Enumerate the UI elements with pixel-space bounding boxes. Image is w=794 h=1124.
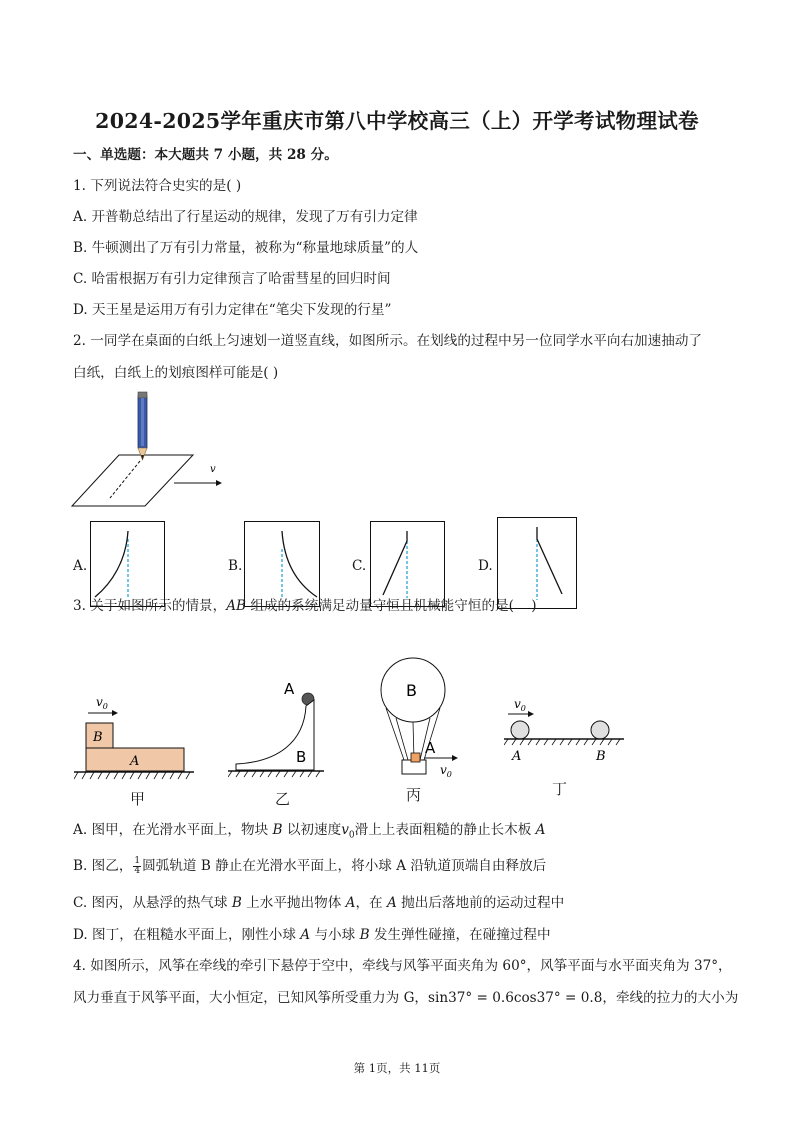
q2-option-a-figure [90,521,165,607]
bing-caption: 丙 [406,786,422,804]
yi-caption: 乙 [275,790,291,808]
page-footer: 第 1页，共 11页 [353,1061,441,1075]
ding-a-label: A [512,749,522,764]
q3-option-b: B. 图乙， $\frac{1}{4}$ 圆弧轨道 B 静止在光滑水平面上，将小球 A 沿轨道顶端自由释放后 [73,856,547,876]
q3-option-a: A. 图甲，在光滑水平面上，物块 B 以初速度$v_0$滑上上表面粗糙的静止长木板 A [73,822,546,841]
q3-fig-ding [504,694,628,768]
bing-v0-label: $v_0$ [440,763,452,779]
q3-option-c: C. 图丙，从悬浮的热气球 B 上水平抛出物体 A，在 A 抛出后落地前的运动过程中 [73,895,565,911]
q3-fig-jia [74,690,194,782]
q1-option-d: D. 天王星是运用万有引力定律在“笔尖下发现的行星” [73,302,392,318]
q3-stem: 3. 关于如图所示的情景，AB 组成的系统满足动量守恒且机械能守恒的是( ) [73,598,537,614]
q4-line2: 风力垂直于风筝平面，大小恒定，已知风筝所受重力为 G，sin37° = 0.6cos37° = 0.8，牵线的拉力的大小为 [73,990,739,1006]
quarter-fraction: $\frac{1}{4}$ [134,856,141,876]
velocity-label: v [210,464,216,475]
jia-v0-label: $v_0$ [96,695,108,711]
q4-line1: 4. 如图所示，风筝在牵线的牵引下悬停于空中，牵线与风筝平面夹角为 60°，风筝平面与水平面夹角为 37°， [73,958,732,974]
bing-a-label: A [425,739,436,757]
q1-stem: 1. 下列说法符合史实的是( ) [73,178,242,194]
q3-fig-bing [378,656,468,780]
q2-option-c-label: C. [352,558,367,574]
q1-option-a: A. 开普勒总结出了行星运动的规律，发现了万有引力定律 [73,209,418,225]
q3-option-d: D. 图丁，在粗糙水平面上，刚性小球 A 与小球 B 发生弹性碰撞，在碰撞过程中 [73,927,551,943]
q1-option-c: C. 哈雷根据万有引力定律预言了哈雷彗星的回归时间 [73,271,391,287]
q2-option-d-figure [497,517,577,609]
q1-option-b: B. 牛顿测出了万有引力常量，被称为“称量地球质量”的人 [73,240,419,256]
jia-a-label: A [130,754,140,769]
q2-stem-line1: 2. 一同学在桌面的白纸上匀速划一道竖直线，如图所示。在划线的过程中另一位同学水平向右加速抽动了 [73,333,703,349]
q2-option-c-figure [370,521,445,607]
page-title: 2024-2025学年重庆市第八中学校高三（上）开学考试物理试卷 [95,109,699,133]
q2-option-b-label: B. [228,558,243,574]
bing-b-label: B [406,681,417,700]
ding-b-label: B [596,749,606,764]
pencil-paper-figure [70,388,230,510]
q2-option-b-figure [244,521,320,607]
ding-v0-label: $v_0$ [514,697,526,713]
q3-fig-yi [228,676,328,780]
ding-caption: 丁 [552,780,568,798]
yi-b-label: B [296,748,307,766]
q2-stem-line2: 白纸，白纸上的划痕图样可能是( ) [73,365,279,381]
q2-option-d-label: D. [478,558,493,574]
yi-a-label: A [284,680,295,698]
jia-b-label: B [93,730,103,745]
section-heading: 一、单选题：本大题共 7 小题，共 28 分。 [73,147,338,163]
q2-option-a-label: A. [73,558,88,574]
jia-caption: 甲 [130,790,146,808]
